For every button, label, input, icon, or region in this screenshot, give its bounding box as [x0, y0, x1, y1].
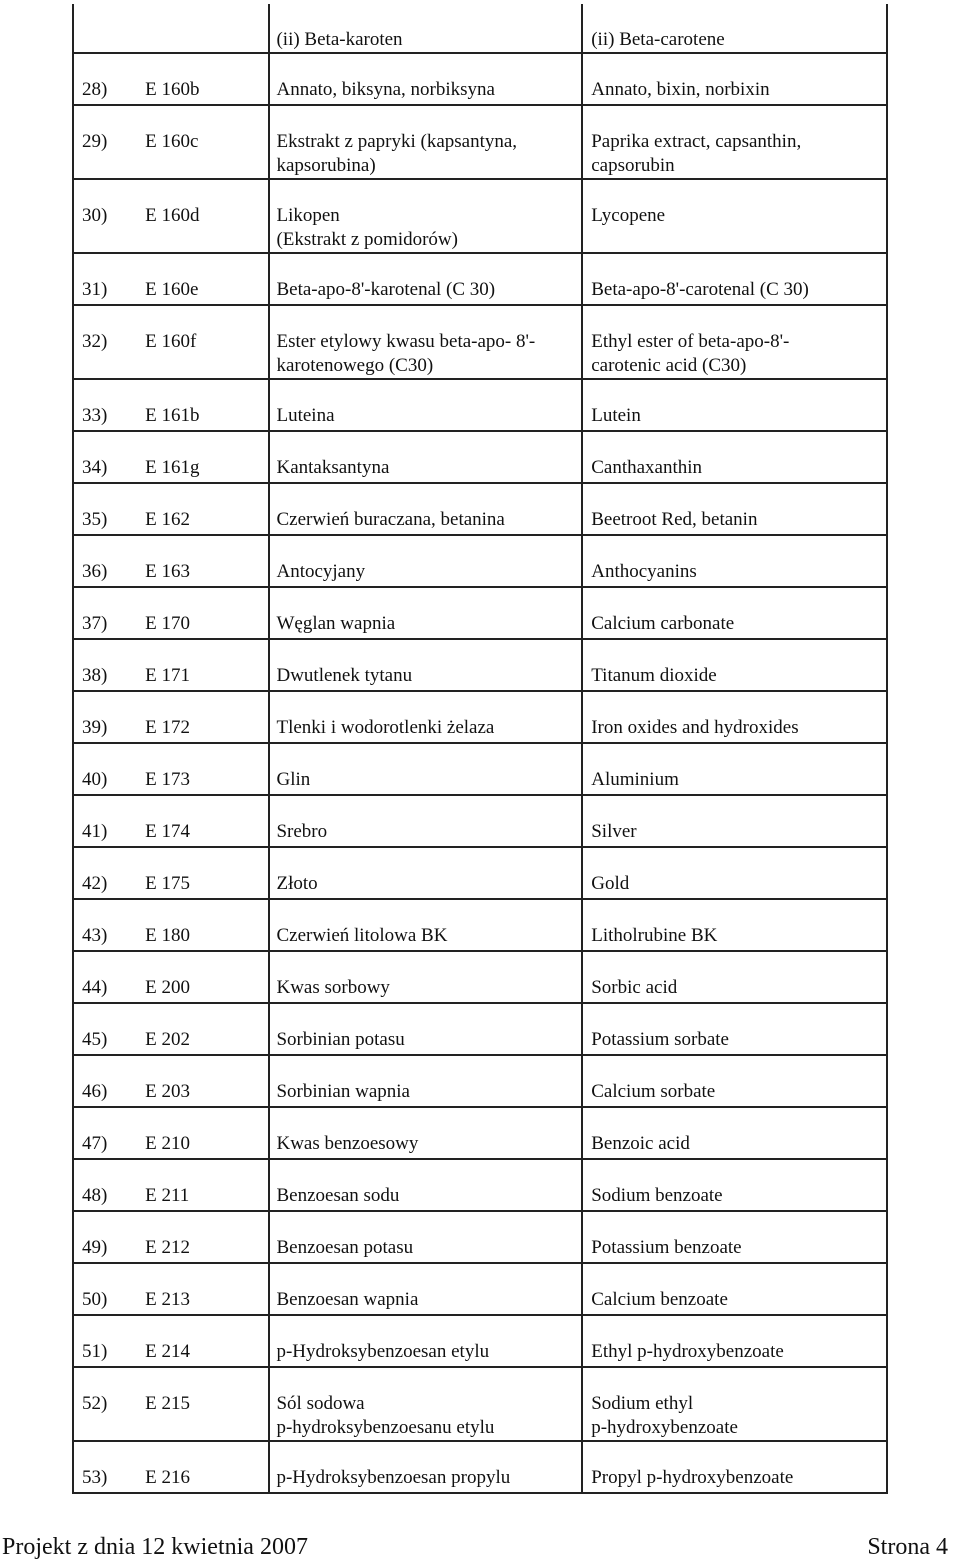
cell-number: 53) [73, 1441, 137, 1493]
polish-name-line: Likopen [276, 205, 340, 226]
polish-name-line: Benzoesan potasu [276, 1237, 414, 1258]
cell-number: 49) [73, 1211, 137, 1263]
cell-english-name [582, 535, 887, 587]
cell-code: E 171 [137, 639, 269, 691]
cell-number: 41) [73, 795, 137, 847]
english-name-line: Gold [591, 873, 630, 894]
cell-english-name [582, 179, 887, 253]
table-row [73, 951, 887, 1003]
cell-english-name [582, 1441, 887, 1493]
cell-polish-name [269, 1315, 582, 1367]
cell-code: E 160b [137, 53, 269, 105]
polish-name-line: p-Hydroksybenzoesan etylu [276, 1341, 490, 1362]
cell-polish-name [269, 691, 582, 743]
table-row [73, 691, 887, 743]
table-row [73, 1055, 887, 1107]
cell-english-name [582, 847, 887, 899]
cell-polish-name [269, 743, 582, 795]
cell-polish-name [269, 379, 582, 431]
english-name-line: Aluminium [591, 769, 679, 790]
cell-code: E 212 [137, 1211, 269, 1263]
cell-number: 31) [73, 253, 137, 305]
cell-code: E 180 [137, 899, 269, 951]
cell-code: E 214 [137, 1315, 269, 1367]
polish-name-line: Srebro [276, 821, 328, 842]
english-name-line: capsorubin [591, 155, 675, 176]
table-row [73, 483, 887, 535]
cell-number: 32) [73, 305, 137, 379]
cell-code: E 174 [137, 795, 269, 847]
english-name-line: Propyl p-hydroxybenzoate [591, 1467, 794, 1488]
table-row-header [73, 4, 887, 53]
cell-polish-name [269, 483, 582, 535]
polish-name-line: Luteina [276, 405, 335, 426]
english-name-line: Beetroot Red, betanin [591, 509, 758, 530]
cell-number: 50) [73, 1263, 137, 1315]
cell-polish-name [269, 1211, 582, 1263]
cell-polish-name [269, 795, 582, 847]
table-row [73, 535, 887, 587]
cell-polish-name [269, 847, 582, 899]
table-row [73, 105, 887, 179]
table-row [73, 1367, 887, 1441]
polish-name-line: Tlenki i wodorotlenki żelaza [276, 717, 495, 738]
english-name-line: Iron oxides and hydroxides [591, 717, 799, 738]
english-name-line: Benzoic acid [591, 1133, 690, 1154]
cell-number: 33) [73, 379, 137, 431]
cell-number: 39) [73, 691, 137, 743]
polish-name-line: Glin [276, 769, 311, 790]
cell-code: E 161g [137, 431, 269, 483]
cell-english-name [582, 105, 887, 179]
cell-code: E 161b [137, 379, 269, 431]
cell-code: E 203 [137, 1055, 269, 1107]
cell-number: 44) [73, 951, 137, 1003]
table-row [73, 1107, 887, 1159]
cell-polish-name [269, 951, 582, 1003]
cell-polish-name [269, 53, 582, 105]
cell-number: 37) [73, 587, 137, 639]
polish-name-line: Kwas benzoesowy [276, 1133, 419, 1154]
english-name-line: Calcium benzoate [591, 1289, 728, 1310]
cell-english-name [582, 1315, 887, 1367]
polish-name-line: kapsorubina) [276, 155, 376, 176]
cell-polish-name [269, 587, 582, 639]
polish-name-line: Kantaksantyna [276, 457, 390, 478]
english-name-line: Anthocyanins [591, 561, 697, 582]
english-name-line: carotenic acid (C30) [591, 355, 747, 376]
cell-polish-name [269, 179, 582, 253]
cell-polish-name [269, 431, 582, 483]
table-row [73, 899, 887, 951]
table-row [73, 743, 887, 795]
cell-number: 36) [73, 535, 137, 587]
english-name-line: Beta-apo-8'-carotenal (C 30) [591, 279, 809, 300]
cell-number: 47) [73, 1107, 137, 1159]
english-name-line: Lycopene [591, 205, 666, 226]
polish-name-line: Ekstrakt z papryki (kapsantyna, [276, 131, 518, 152]
english-name-line: Titanum dioxide [591, 665, 717, 686]
english-name-line: Ethyl p-hydroxybenzoate [591, 1341, 784, 1362]
polish-name-line: Beta-apo-8'-karotenal (C 30) [276, 279, 496, 300]
english-name-line: p-hydroxybenzoate [591, 1417, 738, 1438]
footer-page-number: Strona 4 [867, 1534, 948, 1560]
polish-name-line: Sól sodowa [276, 1393, 365, 1414]
table-row [73, 1211, 887, 1263]
cell-polish-name [269, 535, 582, 587]
cell-english-name [582, 1263, 887, 1315]
cell-code: E 213 [137, 1263, 269, 1315]
cell-polish-name [269, 1003, 582, 1055]
cell-polish-name [269, 1441, 582, 1493]
cell-code: E 172 [137, 691, 269, 743]
cell-polish-name [269, 305, 582, 379]
cell-number: 35) [73, 483, 137, 535]
table-row [73, 253, 887, 305]
english-name-line: Litholrubine BK [591, 925, 718, 946]
cell-number: 52) [73, 1367, 137, 1441]
cell-number: 38) [73, 639, 137, 691]
table-row [73, 847, 887, 899]
polish-name-line: karotenowego (C30) [276, 355, 434, 376]
cell-number: 40) [73, 743, 137, 795]
cell-english-name [582, 1159, 887, 1211]
cell-number: 34) [73, 431, 137, 483]
polish-name-line: p-Hydroksybenzoesan propylu [276, 1467, 511, 1488]
cell-english-name [582, 1003, 887, 1055]
cell-polish-name [269, 105, 582, 179]
table-row [73, 795, 887, 847]
cell-english-name [582, 1211, 887, 1263]
polish-name-line: p-hydroksybenzoesanu etylu [276, 1417, 495, 1438]
cell-code [137, 4, 269, 53]
cell-english-name [582, 587, 887, 639]
polish-name-line: Sorbinian wapnia [276, 1081, 410, 1102]
cell-number: 43) [73, 899, 137, 951]
page-footer [0, 1532, 960, 1562]
cell-code: E 160e [137, 253, 269, 305]
cell-code: E 210 [137, 1107, 269, 1159]
cell-english-name [582, 1107, 887, 1159]
table-row [73, 379, 887, 431]
cell-number: 51) [73, 1315, 137, 1367]
polish-name-line: Złoto [276, 873, 318, 894]
cell-code: E 162 [137, 483, 269, 535]
cell-english-name [582, 253, 887, 305]
cell-polish-name [269, 1159, 582, 1211]
polish-name-line: Kwas sorbowy [276, 977, 390, 998]
polish-name-line: Dwutlenek tytanu [276, 665, 413, 686]
additives-table [72, 4, 888, 1494]
polish-name-line: Benzoesan wapnia [276, 1289, 419, 1310]
english-name-line: Sodium ethyl [591, 1393, 694, 1414]
cell-english-name [582, 379, 887, 431]
cell-english-name [582, 483, 887, 535]
english-name-line: Sorbic acid [591, 977, 678, 998]
cell-polish-name [269, 899, 582, 951]
table-row [73, 431, 887, 483]
cell-number: 48) [73, 1159, 137, 1211]
english-name-line: Silver [591, 821, 637, 842]
table-row [73, 53, 887, 105]
cell-english-name [582, 1367, 887, 1441]
cell-english-name [582, 305, 887, 379]
cell-code: E 175 [137, 847, 269, 899]
cell-number [73, 4, 137, 53]
polish-name-line: (Ekstrakt z pomidorów) [276, 229, 458, 250]
cell-polish-name [269, 1263, 582, 1315]
cell-number: 28) [73, 53, 137, 105]
polish-name-line: Czerwień buraczana, betanina [276, 509, 505, 530]
cell-code: E 202 [137, 1003, 269, 1055]
cell-polish-name [269, 1107, 582, 1159]
table-row [73, 179, 887, 253]
cell-code: E 215 [137, 1367, 269, 1441]
english-name-line: Potassium benzoate [591, 1237, 742, 1258]
cell-number: 29) [73, 105, 137, 179]
polish-name-line: Benzoesan sodu [276, 1185, 400, 1206]
polish-name-line: Annato, biksyna, norbiksyna [276, 79, 495, 100]
cell-number: 45) [73, 1003, 137, 1055]
table-row [73, 587, 887, 639]
cell-polish-name [269, 1055, 582, 1107]
cell-english-name [582, 639, 887, 691]
cell-polish-name [269, 639, 582, 691]
cell-english-name [582, 691, 887, 743]
cell-polish-name [269, 1367, 582, 1441]
cell-english-name [582, 53, 887, 105]
cell-code: E 160d [137, 179, 269, 253]
polish-name-line: Czerwień litolowa BK [276, 925, 448, 946]
polish-name-line: Węglan wapnia [276, 613, 396, 634]
cell-code: E 160c [137, 105, 269, 179]
cell-english-name [582, 899, 887, 951]
english-name-line: Annato, bixin, norbixin [591, 79, 770, 100]
cell-code: E 173 [137, 743, 269, 795]
polish-name-line: (ii) Beta-karoten [276, 29, 403, 50]
cell-code: E 163 [137, 535, 269, 587]
cell-english-name [582, 431, 887, 483]
table-row [73, 305, 887, 379]
cell-code: E 200 [137, 951, 269, 1003]
english-name-line: Sodium benzoate [591, 1185, 723, 1206]
cell-english-name [582, 795, 887, 847]
table-row [73, 1315, 887, 1367]
english-name-line: Canthaxanthin [591, 457, 703, 478]
cell-english-name [582, 743, 887, 795]
polish-name-line: Ester etylowy kwasu beta-apo- 8'- [276, 331, 536, 352]
cell-english-name [582, 951, 887, 1003]
english-name-line: Lutein [591, 405, 641, 426]
cell-polish-name [269, 4, 582, 53]
table-row [73, 1263, 887, 1315]
english-name-line: Calcium sorbate [591, 1081, 716, 1102]
polish-name-line: Sorbinian potasu [276, 1029, 405, 1050]
additives-table-body [73, 4, 887, 1493]
polish-name-line: Antocyjany [276, 561, 366, 582]
cell-code: E 211 [137, 1159, 269, 1211]
english-name-line: Calcium carbonate [591, 613, 735, 634]
english-name-line: Potassium sorbate [591, 1029, 729, 1050]
english-name-line: Ethyl ester of beta-apo-8'- [591, 331, 790, 352]
table-row [73, 639, 887, 691]
footer-date: Projekt z dnia 12 kwietnia 2007 [2, 1534, 308, 1560]
english-name-line: Paprika extract, capsanthin, [591, 131, 802, 152]
cell-code: E 160f [137, 305, 269, 379]
cell-code: E 216 [137, 1441, 269, 1493]
cell-number: 42) [73, 847, 137, 899]
cell-polish-name [269, 253, 582, 305]
table-row [73, 1003, 887, 1055]
cell-english-name [582, 4, 887, 53]
table-row [73, 1441, 887, 1493]
cell-english-name [582, 1055, 887, 1107]
cell-number: 30) [73, 179, 137, 253]
cell-code: E 170 [137, 587, 269, 639]
cell-number: 46) [73, 1055, 137, 1107]
english-name-line: (ii) Beta-carotene [591, 29, 725, 50]
table-row [73, 1159, 887, 1211]
